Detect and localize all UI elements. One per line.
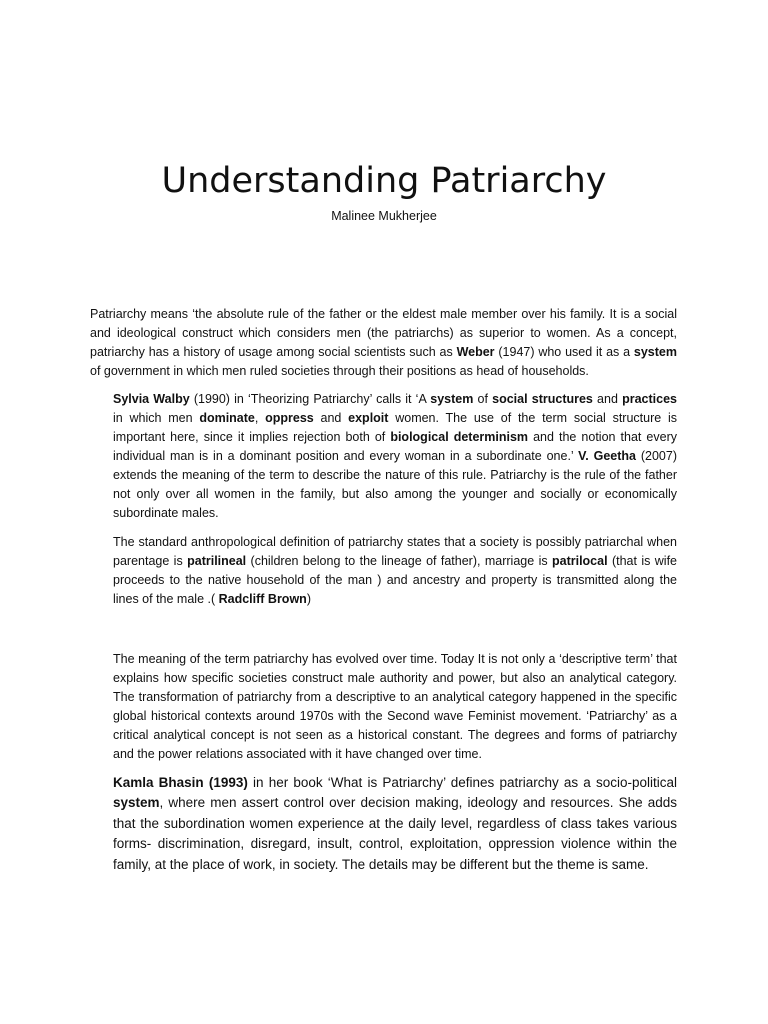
bold-term: oppress <box>265 410 314 425</box>
bold-term: system <box>113 795 160 810</box>
paragraph-walby-geetha <box>113 390 677 523</box>
paragraph-kamla-bhasin <box>113 773 677 876</box>
bold-term: Radcliff Brown <box>218 591 307 606</box>
text-run: and the notion that every individual man is in a dominant position and every woman in a subordinate one.’ <box>113 429 677 463</box>
text-run: ) <box>306 591 311 606</box>
bold-term: dominate <box>199 410 255 425</box>
bold-term: Sylvia Walby <box>113 391 190 406</box>
text-run: (children belong to the lineage of father), marriage is <box>246 553 552 568</box>
author-name: Malinee Mukherjee <box>331 209 437 223</box>
paragraph-evolution-of-term <box>113 650 677 764</box>
paragraph-patriarchy-definition <box>90 305 677 381</box>
bold-term: practices <box>622 391 677 406</box>
text-run: The meaning of the term patriarchy has evolved over time. Today It is not only a ‘descriptive term’ that explains how specific societies construct male authority and power, but also an analytical category. The transformation of patriarchy from a descriptive to an analytical category happened in the specific global historical contexts around 1970s with the Second wave Feminist movement. ‘Patriarchy’ as a critical analytical concept is not seen as a historical constant. The degrees and forms of patriarchy and the power relations associated with it have changed over time. <box>113 651 677 761</box>
text-run: (1990) in ‘Theorizing Patriarchy’ calls it ‘A <box>189 391 431 406</box>
bold-term: Weber <box>456 344 495 359</box>
bold-term: patrilocal <box>551 553 608 568</box>
text-run: in her book ‘What is Patriarchy’ defines patriarchy as a socio-political <box>247 774 677 790</box>
text-run: (2007) extends the meaning of the term to describe the nature of this rule. Patriarchy is the rule of the father not only over all women in the family, but also among the younger and socially or economically subordinate males. <box>113 448 677 520</box>
text-run: (1947) who used it as a <box>494 344 634 359</box>
bold-term: biological determinism <box>390 429 529 444</box>
bold-term: system <box>430 391 474 406</box>
paragraph-anthropological-definition <box>113 533 677 609</box>
document-title: Understanding Patriarchy <box>161 161 607 202</box>
text-run: of government in which men ruled societies through their positions as head of households. <box>90 363 589 378</box>
text-run: and <box>592 391 623 406</box>
text-run: women. The use of the term social structure is important here, since it implies rejection both of <box>113 410 677 444</box>
text-run: The standard anthropological definition of patriarchy states that a society is possibly patriarchal when parentage is <box>113 534 677 568</box>
text-run: (that is wife proceeds to the native household of the man ) and ancestry and property is transmitted along the lines of the male .( <box>113 553 677 606</box>
text-run: and <box>313 410 349 425</box>
bold-term: system <box>633 344 677 359</box>
text-run: , where men assert control over decision making, ideology and resources. She adds that the subordination women experience at the daily level, regardless of class takes various forms- discrimination, disregard, insult, control, exploitation, oppression violence within the family, at the place of work, in society. The details may be different but the theme is same. <box>113 795 677 872</box>
text-run: of <box>473 391 493 406</box>
bold-term: exploit <box>348 410 389 425</box>
text-run: in which men <box>113 410 200 425</box>
bold-term: social structures <box>492 391 593 406</box>
bold-term: Kamla Bhasin (1993) <box>113 774 248 790</box>
bold-term: patrilineal <box>187 553 247 568</box>
text-run: , <box>254 410 266 425</box>
bold-term: V. Geetha <box>578 448 636 463</box>
text-run: Patriarchy means ‘the absolute rule of the father or the eldest male member over his family. It is a social and ideological construct which considers men (the patriarchs) as superior to women. As a concept, patriarchy has a history of usage among social scientists such as <box>90 306 677 359</box>
